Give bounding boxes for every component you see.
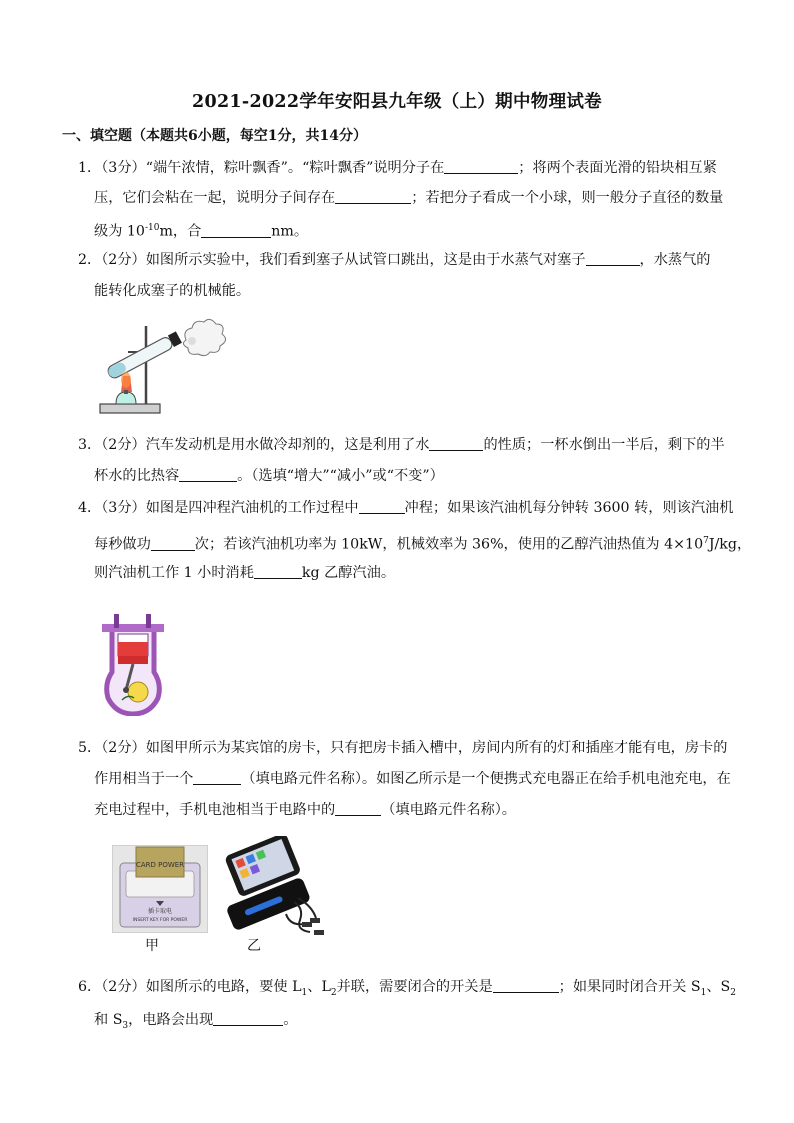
q6-blank-1[interactable] — [493, 977, 559, 993]
q6-blank-2[interactable] — [213, 1010, 283, 1026]
q4-line1: 4．（3分）如图是四冲程汽油机的工作过程中 冲程；如果该汽油机每分钟转 3600 转，则该汽油机 — [78, 500, 734, 516]
q5-line2: 作用相当于一个 （填电路元件名称）。如图乙所示是一个便携式充电器正在给手机电池充电，在 — [94, 771, 731, 787]
q6-line2: 和 $S_3$，电路会出现 。 — [94, 1012, 298, 1031]
q5-line1: 5．（2分）如图甲所示为某宾馆的房卡，只有把房卡插入槽中，房间内所有的灯和插座才能有电，房卡的 — [78, 740, 728, 756]
card-en-text: INSERT KEY FOR POWER — [132, 918, 188, 923]
card-cn-text: 插卡取电 — [147, 908, 173, 915]
q4-blank-2[interactable] — [151, 535, 195, 551]
q4-blank-1[interactable] — [359, 498, 405, 514]
q3-line2: 杯水的比热容 。（选填“增大”“减小”或“不变”） — [94, 468, 444, 484]
q1-line1: 1．（3分）“端午浓情，粽叶飘香”。“粽叶飘香”说明分子在 ；将两个表面光滑的铅块相互紧 — [78, 160, 717, 176]
four-stroke-engine-figure — [100, 612, 166, 716]
room-card-figure — [112, 845, 208, 933]
q3-blank-2[interactable] — [179, 466, 237, 482]
q3-blank-1[interactable] — [429, 435, 483, 451]
section-heading: 一、填空题（本题共6小题，每空1分，共14分） — [62, 128, 367, 144]
caption-yi: 乙 — [247, 938, 261, 954]
q1-line2: 压，它们会粘在一起，说明分子间存在 ；若把分子看成一个小球，则一般分子直径的数量 — [94, 190, 724, 206]
q2-line2: 能转化成塞子的机械能。 — [94, 283, 251, 299]
q4-line3: 则汽油机工作 1 小时消耗 kg 乙醇汽油。 — [94, 565, 396, 581]
portable-charger-figure — [206, 836, 332, 938]
q4-blank-3[interactable] — [254, 563, 302, 579]
q1-line3: 级为 $10^{-10}m$，合 nm。 — [94, 223, 309, 240]
test-tube-experiment-figure — [98, 318, 228, 420]
q5-blank-1[interactable] — [193, 769, 241, 785]
q3-line1: 3．（2分）汽车发动机是用水做冷却剂的，这是利用了水 的性质；一杯水倒出一半后，剩下的半 — [78, 437, 725, 453]
q2-blank-1[interactable] — [586, 250, 640, 266]
q1-blank-1[interactable] — [444, 158, 518, 174]
q1-blank-3[interactable] — [201, 222, 271, 238]
q6-line1: 6．（2分）如图所示的电路，要使 $L_1$、$L_2$并联，需要闭合的开关是 ；如果同时闭合开关 $S_1$、$S_2$ — [78, 979, 736, 998]
q1-blank-2[interactable] — [335, 188, 411, 204]
q5-line3: 充电过程中，手机电池相当于电路中的 （填电路元件名称）。 — [94, 802, 516, 818]
q4-line2: 每秒做功 次；若该汽油机功率为 10kW，机械效率为 36%，使用的乙醇汽油热值为 $4\times 10^7J/kg$， — [94, 536, 752, 553]
q5-blank-2[interactable] — [335, 800, 381, 816]
q2-line1: 2．（2分）如图所示实验中，我们看到塞子从试管口跳出，这是由于水蒸气对塞子 ，水蒸气的 — [78, 252, 711, 268]
page-title: 2021-2022学年安阳县九年级（上）期中物理试卷 — [192, 92, 602, 112]
card-top-text: CARD POWER — [135, 861, 185, 869]
caption-jia: 甲 — [145, 938, 159, 954]
